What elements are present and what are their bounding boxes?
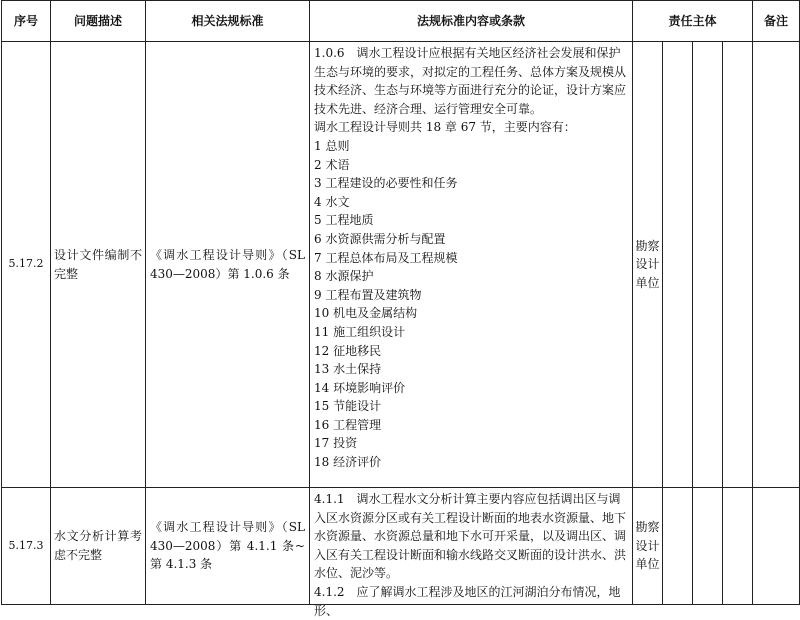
content-line: 13 水土保持 [314, 362, 382, 377]
row-no: 5.17.3 [2, 488, 51, 605]
row-issue: 设计文件编制不完整 [51, 42, 146, 488]
content-line: 7 工程总体布局及工程规模 [314, 250, 458, 265]
content-line: 16 工程管理 [314, 417, 382, 432]
content-line: 调水工程设计导则共 18 章 67 节，主要内容有： [314, 120, 576, 135]
responsible-empty-cell [693, 488, 723, 605]
content-line: 4.1.1 调水工程水文分析计算主要内容应包括调出区与调入区水资源分区或有关工程设计断面的地表水资源量、地下水资源量、水资源总量和地下水可开采量，以及调出区、调入区有关工程设计断面和输水线路交叉断面的设计洪水、洪水位、泥沙等。 [314, 492, 627, 581]
content-line: 4.1.2 应了解调水工程涉及地区的江河湖泊分布情况，地形、 [314, 584, 621, 618]
content-line: 18 经济评价 [314, 455, 382, 470]
responsible-empty-cell [663, 488, 693, 605]
row-no: 5.17.2 [2, 42, 51, 488]
content-line: 6 水资源供需分析与配置 [314, 231, 446, 246]
row-remark [753, 42, 800, 488]
row-issue: 水文分析计算考虑不完整 [51, 488, 146, 605]
header-issue: 问题描述 [51, 1, 146, 42]
content-line: 1.0.6 调水工程设计应根据有关地区经济社会发展和保护生态与环境的要求，对拟定的工程任务、总体方案及规模从技术经济、生态与环境等方面进行充分的论证，设计方案应技术先进、经济合理、运行管理安全可靠。 [314, 46, 627, 116]
table-row [2, 42, 800, 488]
content-line: 11 施工组织设计 [314, 324, 406, 339]
row-responsible: 勘察设计单位 [633, 488, 663, 605]
content-line: 10 机电及金属结构 [314, 306, 418, 321]
header-content: 法规标准内容或条款 [310, 1, 633, 42]
content-line: 2 术语 [314, 157, 350, 172]
regulation-table [1, 0, 800, 618]
content-line: 5 工程地质 [314, 213, 374, 228]
row-content [310, 42, 633, 488]
header-standard: 相关法规标准 [146, 1, 310, 42]
content-line: 12 征地移民 [314, 343, 382, 358]
content-line: 17 投资 [314, 436, 358, 451]
row-content [310, 488, 633, 618]
content-line: 8 水源保护 [314, 269, 374, 284]
responsible-empty-cell [723, 42, 753, 488]
row-remark [753, 488, 800, 605]
content-line: 15 节能设计 [314, 399, 382, 414]
content-line: 1 总则 [314, 138, 350, 153]
row-standard: 《调水工程设计导则》（SL 430—2008）第 1.0.6 条 [146, 42, 310, 488]
header-remark: 备注 [753, 1, 800, 42]
content-line: 9 工程布置及建筑物 [314, 287, 422, 302]
content-line: 14 环境影响评价 [314, 380, 406, 395]
content-line: 3 工程建设的必要性和任务 [314, 176, 458, 191]
header-no: 序号 [2, 1, 51, 42]
header-row [2, 1, 800, 42]
row-responsible: 勘察设计单位 [633, 42, 663, 488]
table-row [2, 488, 800, 605]
content-line: 4 水文 [314, 194, 350, 209]
header-responsible: 责任主体 [633, 1, 753, 42]
row-standard: 《调水工程设计导则》（SL 430—2008）第 4.1.1 条~第 4.1.3 条 [146, 488, 310, 605]
responsible-empty-cell [723, 488, 753, 605]
responsible-empty-cell [663, 42, 693, 488]
responsible-empty-cell [693, 42, 723, 488]
